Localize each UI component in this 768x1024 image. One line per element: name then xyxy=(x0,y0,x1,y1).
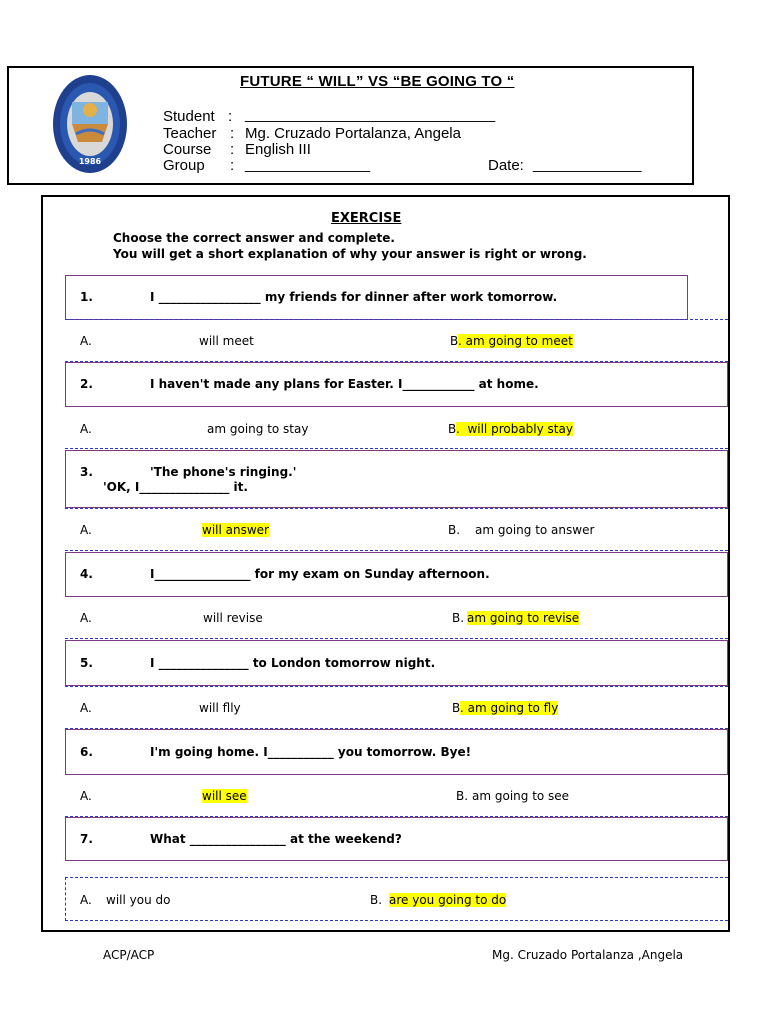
university-seal-icon xyxy=(52,74,128,174)
answer-row-6 xyxy=(65,774,728,817)
option-b-6[interactable]: am going to see xyxy=(472,789,570,803)
question-text-2: I haven't made any plans for Easter. I____________ at home. xyxy=(150,377,539,391)
instruction-line-1: Choose the correct answer and complete. xyxy=(113,231,395,245)
colon: : xyxy=(230,141,235,158)
option-b-label-4: B. xyxy=(452,611,465,625)
option-a-label-2: A. xyxy=(80,422,92,436)
footer-left: ACP/ACP xyxy=(103,948,155,962)
question-number-5: 5. xyxy=(80,656,93,670)
option-b-1[interactable]: . am going to meet xyxy=(458,334,573,348)
question-text-7: What ________________ at the weekend? xyxy=(150,832,402,846)
colon: : xyxy=(230,125,235,142)
option-a-4[interactable]: will revise xyxy=(203,611,263,625)
option-a-label-4: A. xyxy=(80,611,92,625)
option-a-label-3: A. xyxy=(80,523,92,537)
option-a-label-1: A. xyxy=(80,334,92,348)
question-number-2: 2. xyxy=(80,377,93,391)
option-a-1[interactable]: will meet xyxy=(199,334,254,348)
group-label: Group xyxy=(163,157,205,174)
option-a-label-6: A. xyxy=(80,789,92,803)
option-a-7[interactable]: will you do xyxy=(106,893,171,907)
answer-row-4 xyxy=(65,596,728,639)
option-b-label-2: B xyxy=(448,422,457,436)
exercise-heading: EXERCISE xyxy=(331,211,402,226)
question-text-5: I _______________ to London tomorrow night. xyxy=(150,656,436,670)
question-box-3 xyxy=(65,450,728,508)
option-b-label-6: B. xyxy=(456,789,469,803)
question-number-4: 4. xyxy=(80,567,93,581)
document-title: FUTURE “ WILL” VS “BE GOING TO “ xyxy=(240,73,515,90)
svg-text:1986: 1986 xyxy=(78,157,102,166)
option-a-3[interactable]: will answer xyxy=(202,523,269,537)
option-b-label-7: B. xyxy=(370,893,383,907)
question-number-6: 6. xyxy=(80,745,93,759)
option-a-5[interactable]: will flly xyxy=(199,701,241,715)
colon: : xyxy=(230,157,235,174)
option-a-2[interactable]: am going to stay xyxy=(207,422,309,436)
colon: : xyxy=(228,108,233,125)
group-field[interactable]: _______________ xyxy=(245,156,371,173)
question-text-6: I'm going home. I___________ you tomorrow. Bye! xyxy=(150,745,472,759)
option-b-3[interactable]: am going to answer xyxy=(475,523,595,537)
teacher-value: Mg. Cruzado Portalanza, Angela xyxy=(245,125,461,142)
answer-row-5 xyxy=(65,686,728,729)
option-b-7[interactable]: are you going to do xyxy=(389,893,507,907)
instruction-line-2: You will get a short explanation of why your answer is right or wrong. xyxy=(113,247,587,261)
option-b-label-1: B xyxy=(450,334,459,348)
question-text-4: I________________ for my exam on Sunday afternoon. xyxy=(150,567,490,581)
course-label: Course xyxy=(163,141,212,158)
question-number-1: 1. xyxy=(80,290,93,304)
answer-row-2 xyxy=(65,406,728,449)
option-b-label-3: B. xyxy=(448,523,461,537)
question-number-3: 3. xyxy=(80,465,93,479)
question-number-7: 7. xyxy=(80,832,93,846)
student-field[interactable]: ______________________________ xyxy=(245,106,496,123)
teacher-label: Teacher xyxy=(163,125,217,142)
question-text-3b: 'OK, I_______________ it. xyxy=(103,480,248,494)
option-b-5[interactable]: . am going to fly xyxy=(460,701,559,715)
footer-right: Mg. Cruzado Portalanza ,Angela xyxy=(492,948,684,962)
question-text-1: I _________________ my friends for dinner after work tomorrow. xyxy=(150,290,558,304)
date-label: Date: xyxy=(488,157,524,174)
option-b-4[interactable]: am going to revise xyxy=(467,611,580,625)
option-b-2[interactable]: . will probably stay xyxy=(456,422,573,436)
answer-row-1 xyxy=(65,319,728,362)
answer-row-3 xyxy=(65,508,728,551)
option-a-label-7: A. xyxy=(80,893,92,907)
option-b-label-5: B xyxy=(452,701,461,715)
date-field[interactable]: _____________ xyxy=(533,156,642,173)
option-a-6[interactable]: will see xyxy=(202,789,247,803)
student-label: Student xyxy=(163,108,215,125)
course-value: English III xyxy=(245,141,311,158)
option-a-label-5: A. xyxy=(80,701,92,715)
question-text-3: 'The phone's ringing.' xyxy=(150,465,297,479)
